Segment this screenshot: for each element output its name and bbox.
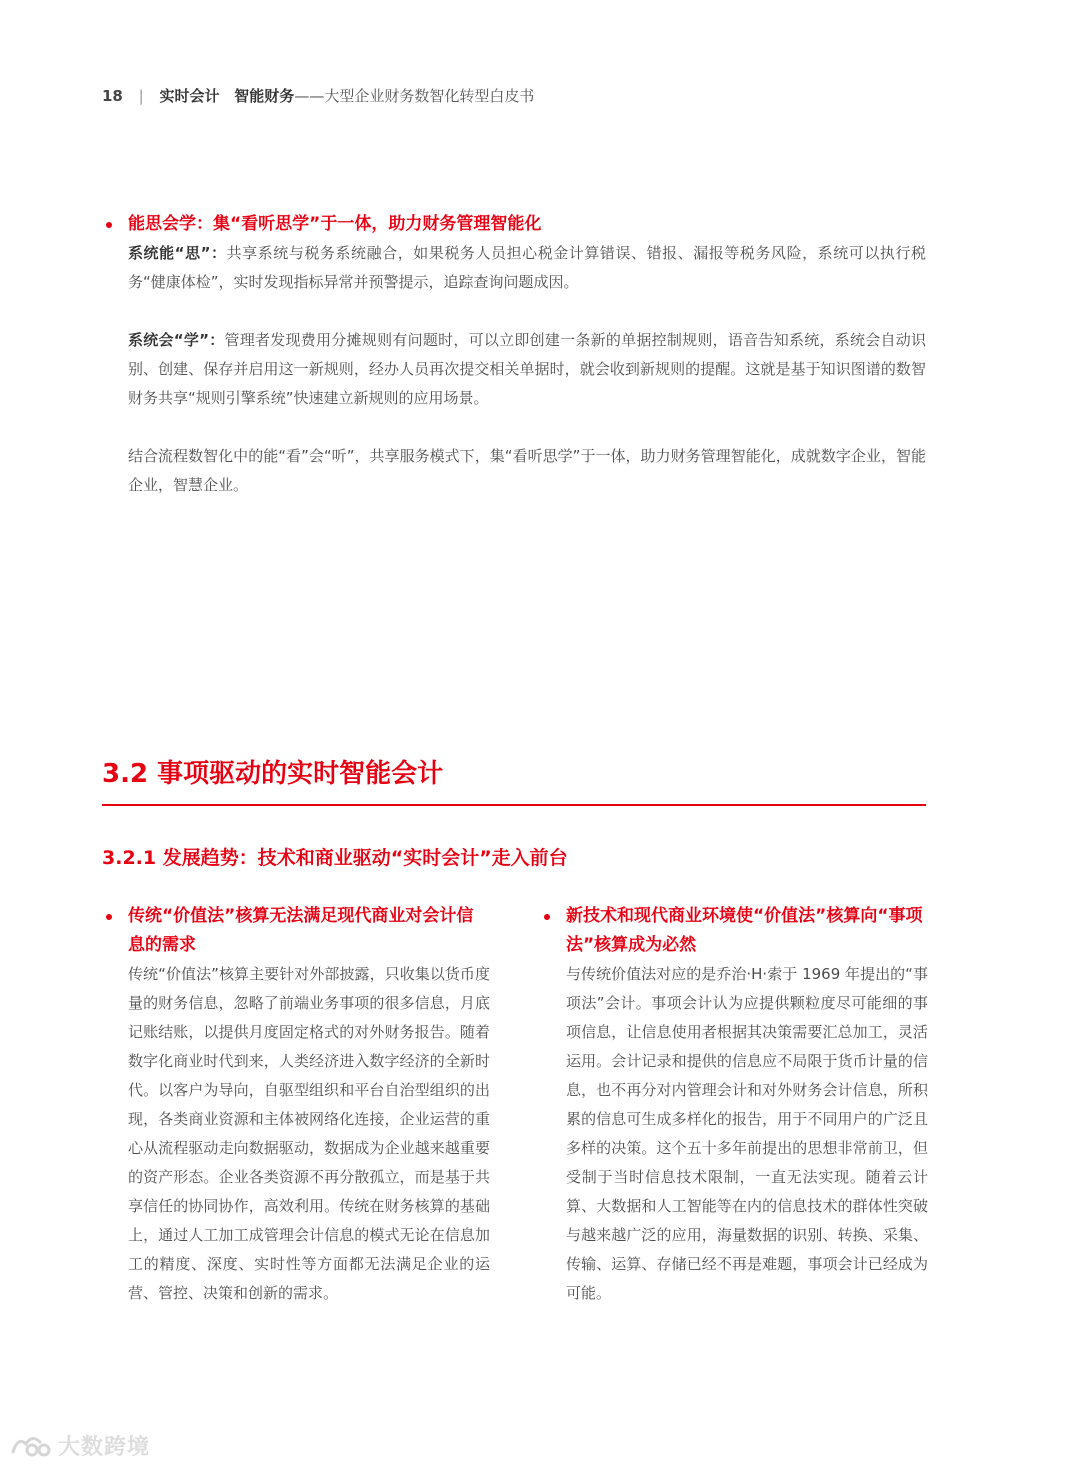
paragraph-text: 管理者发现费用分摊规则有问题时，可以立即创建一条新的单据控制规则，语音告知系统，系统会自动识别、创建、保存并启用这一新规则，经办人员再次提交相关单据时，就会收到新规则的提醒。这就是基于知识图谱的数智财务共享“规则引擎系统”快速建立新规则的应用场景。 (128, 331, 927, 407)
top-bullet-section (102, 210, 926, 529)
paragraph-summary: 结合流程数智化中的能“看”会“听”，共享服务模式下，集“看听思学”于一体，助力财务管理智能化，成就数字企业，智能企业，智慧企业。 (128, 447, 926, 494)
header-title-part1: 实时会计 (159, 87, 220, 105)
bullet-heading (540, 902, 928, 960)
bullet-body (102, 239, 926, 500)
eye-logo-icon (10, 1430, 52, 1460)
bullet-heading-text: 能思会学：集“看听思学”于一体，助力财务管理智能化 (128, 214, 542, 234)
subsection-title: 3.2.1 发展趋势：技术和商业驱动“实时会计”走入前台 (102, 847, 568, 869)
paragraph-text: 共享系统与税务系统融合，如果税务人员担心税金计算错误、错报、漏报等税务风险，系统可以执行税务“健康体检”，实时发现指标异常并预警提示，追踪查询问题成因。 (128, 244, 927, 291)
column-body-text: 传统“价值法”核算主要针对外部披露，只收集以货币度量的财务信息，忽略了前端业务事项的很多信息，月底记账结账，以提供月度固定格式的对外财务报告。随着数字化商业时代到来，人类经济进入数字经济的全新时代。以客户为导向，自驱型组织和平台自治型组织的出现，各类商业资源和主体被网络化连接，企业运营的重心从流程驱动走向数据驱动，数据成为企业越来越重要的资产形态。企业各类资源不再分散孤立，而是基于共享信任的协同协作，高效利用。传统在财务核算的基础上，通过人工加工成管理会计信息的模式无论在信息加工的精度、深度、实时性等方面都无法满足企业的运营、管控、决策和创新的需求。 (128, 965, 490, 1302)
column-body-text: 与传统价值法对应的是乔治·H·索于 1969 年提出的“事项法”会计。事项会计认为应提供颗粒度尽可能细的事项信息，让信息使用者根据其决策需要汇总加工，灵活运用。会计记录和提供的信息应不局限于货币计量的信息，也不再分对内管理会计和对外财务会计信息，所积累的信息可生成多样化的报告，用于不同用户的广泛且多样的决策。这个五十多年前提出的思想非常前卫，但受制于当时信息技术限制，一直无法实现。随着云计算、大数据和人工智能等在内的信息技术的群体性突破与越来越广泛的应用，海量数据的识别、转换、采集、传输、运算、存储已经不再是难题，事项会计已经成为可能。 (566, 965, 928, 1302)
page-number: 18 (102, 87, 123, 105)
watermark-text: 大数跨境 (58, 1434, 151, 1460)
right-column (540, 902, 928, 1308)
bullet-heading-text: 新技术和现代商业环境使“价值法”核算向“事项法”核算成为必然 (566, 906, 923, 955)
header-separator: | (138, 87, 144, 105)
left-column (102, 902, 490, 1308)
watermark (10, 1428, 150, 1462)
bullet-heading (102, 210, 926, 239)
paragraph-learn (128, 326, 926, 413)
bullet-heading (102, 902, 490, 960)
section-title: 3.2 事项驱动的实时智能会计 (102, 759, 444, 789)
section-divider (102, 804, 926, 806)
paragraph-label: 系统会“学”： (128, 331, 225, 349)
header-title-part2: 智能财务 (234, 87, 295, 105)
paragraph-label: 系统能“思”： (128, 244, 227, 262)
bullet-heading-text: 传统“价值法”核算无法满足现代商业对会计信息的需求 (128, 906, 474, 955)
bullet-dot-icon (106, 222, 112, 228)
header-title-part3: ——大型企业财务数智化转型白皮书 (294, 87, 535, 105)
running-header (102, 84, 534, 108)
paragraph-think (128, 239, 926, 297)
bullet-dot-icon (544, 914, 550, 920)
bullet-dot-icon (106, 914, 112, 920)
